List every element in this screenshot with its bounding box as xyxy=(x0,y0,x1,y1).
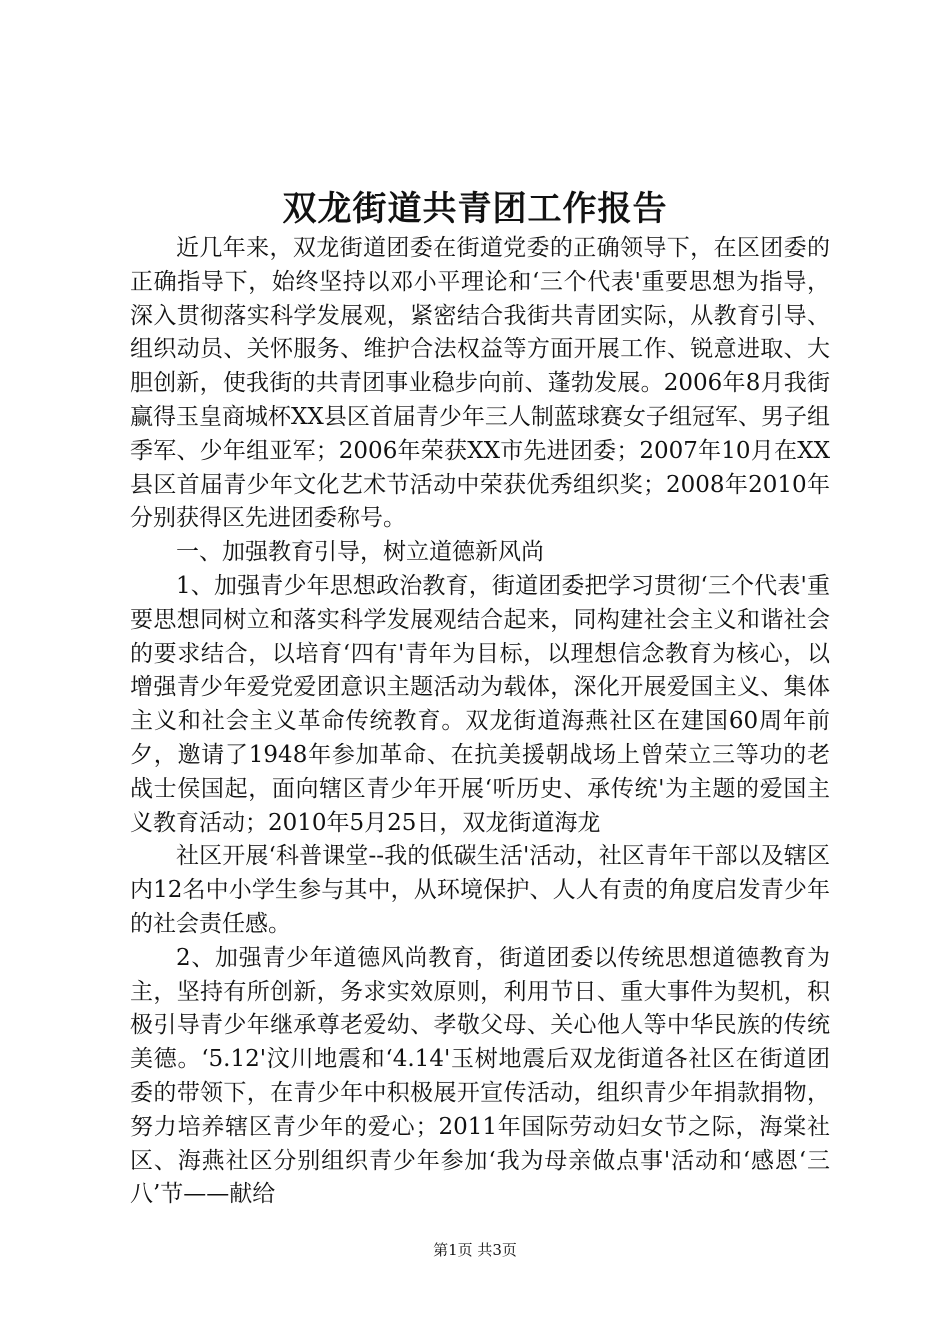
intro-paragraph: 近几年来，双龙街道团委在街道党委的正确领导下，在区团委的正确指导下，始终坚持以邓小平理论和‘三个代表'重要思想为指导，深入贯彻落实科学发展观，紧密结合我街共青团实际，从教育引导、组织动员、关怀服务、维护合法权益等方面开展工作、锐意进取、大胆创新，使我街的共青团事业稳步向前、蓬勃发展。2006年8月我街赢得玉皇商城杯XX县区首届青少年三人制蓝球赛女子组冠军、男子组季军、少年组亚军；2006年荣获XX市先进团委；2007年10月在XX县区首届青少年文化艺术节活动中荣获优秀组织奖；2008年2010年分别获得区先进团委称号。 xyxy=(130,235,830,532)
paragraph-continuation: 社区开展‘科普课堂--我的低碳生活'活动，社区青年干部以及辖区内12名中小学生参与其中，从环境保护、人人有责的角度启发青少年的社会责任感。 xyxy=(130,843,830,937)
page-title: 双龙街道共青团工作报告 xyxy=(282,189,668,229)
section-heading: 一、加强教育引导，树立道德新风尚 xyxy=(176,539,544,566)
paragraph-item-1: 1、加强青少年思想政治教育，街道团委把学习贯彻‘三个代表'重要思想同树立和落实科学发展观结合起来，同构建社会主义和谐社会的要求结合，以培育‘四有'青年为目标，以理想信念教育为核心，以增强青少年爱党爱团意识主题活动为载体，深化开展爱国主义、集体主义和社会主义革命传统教育。双龙街道海燕社区在建国60周年前夕，邀请了1948年参加革命、在抗美援朝战场上曾荣立三等功的老战士侯国起，面向辖区青少年开展‘听历史、承传统'为主题的爱国主义教育活动；2010年5月25日，双龙街道海龙 xyxy=(130,572,830,836)
paragraph-item-2: 2、加强青少年道德风尚教育，街道团委以传统思想道德教育为主，坚持有所创新，务求实效原则，利用节日、重大事件为契机，积极引导青少年继承尊老爱幼、孝敬父母、关心他人等中华民族的传统美德。‘5.12'汶川地震和‘4.14'玉树地震后双龙街道各社区在街道团委的带领下，在青少年中积极展开宣传活动，组织青少年捐款捐物，努力培养辖区青少年的爱心；2011年国际劳动妇女节之际，海棠社区、海燕社区分别组织青少年参加‘我为母亲做点事'活动和‘感恩‘三八’节——献给 xyxy=(130,944,830,1208)
document-body xyxy=(130,232,830,1212)
page-footer: 第1页 共3页 xyxy=(433,1241,517,1259)
